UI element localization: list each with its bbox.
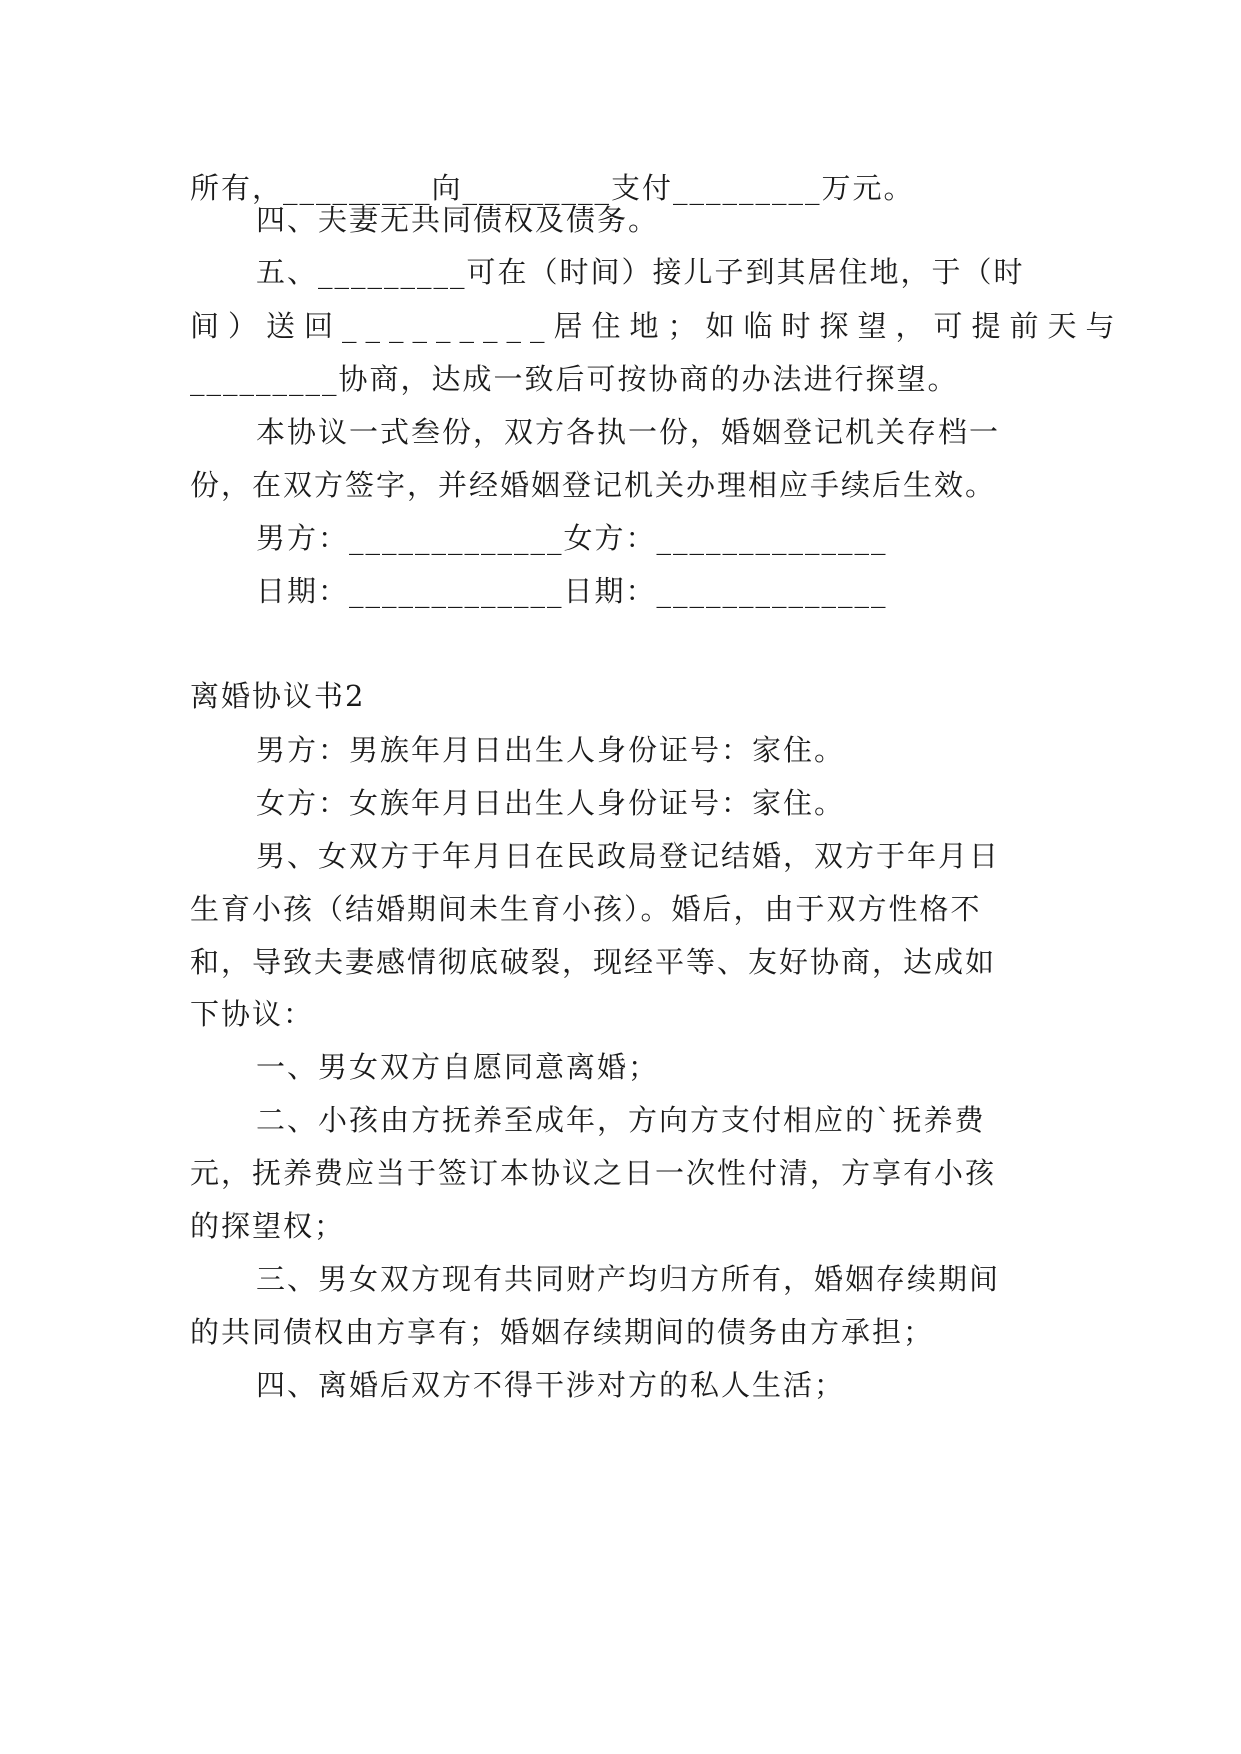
signature-line: 男方：_____________女方：______________ [256, 521, 888, 555]
text-line: 和，导致夫妻感情彻底破裂，现经平等、友好协商，达成如 [190, 945, 997, 979]
text-line: 女方：女族年月日出生人身份证号：家住。 [256, 786, 846, 820]
section-title: 离婚协议书2 [190, 679, 366, 713]
text-line: 元，抚养费应当于签订本协议之日一次性付清，方享有小孩 [190, 1156, 997, 1190]
text-line: 男、女双方于年月日在民政局登记结婚，双方于年月日 [256, 839, 1001, 873]
text-line: 男方：男族年月日出生人身份证号：家住。 [256, 733, 846, 767]
text-line: 间）送回_________居住地；如临时探望，可提前天与 [190, 309, 1124, 343]
text-line: 的共同债权由方享有；婚姻存续期间的债务由方承担； [190, 1315, 935, 1349]
text-line: _________协商，达成一致后可按协商的办法进行探望。 [190, 362, 959, 396]
text-line: 本协议一式叁份，双方各执一份，婚姻登记机关存档一 [256, 415, 1001, 449]
text-line: 生育小孩（结婚期间未生育小孩）。婚后，由于双方性格不 [190, 892, 982, 926]
text-line: 的探望权； [190, 1209, 346, 1243]
text-line: 所有，_________向_________支付_________万元。 [190, 171, 915, 205]
date-line: 日期：_____________日期：______________ [256, 574, 888, 608]
text-line: 份，在双方签字，并经婚姻登记机关办理相应手续后生效。 [190, 468, 997, 502]
text-line: 五、_________可在（时间）接儿子到其居住地，于（时 [256, 255, 1025, 289]
text-line: 二、小孩由方抚养至成年，方向方支付相应的`抚养费 [256, 1103, 986, 1137]
text-line: 四、夫妻无共同债权及债务。 [256, 203, 660, 237]
text-line: 三、男女双方现有共同财产均归方所有，婚姻存续期间 [256, 1262, 1001, 1296]
text-line: 下协议： [190, 997, 315, 1031]
text-line: 四、离婚后双方不得干涉对方的私人生活； [256, 1368, 846, 1402]
text-line: 一、男女双方自愿同意离婚； [256, 1050, 660, 1084]
